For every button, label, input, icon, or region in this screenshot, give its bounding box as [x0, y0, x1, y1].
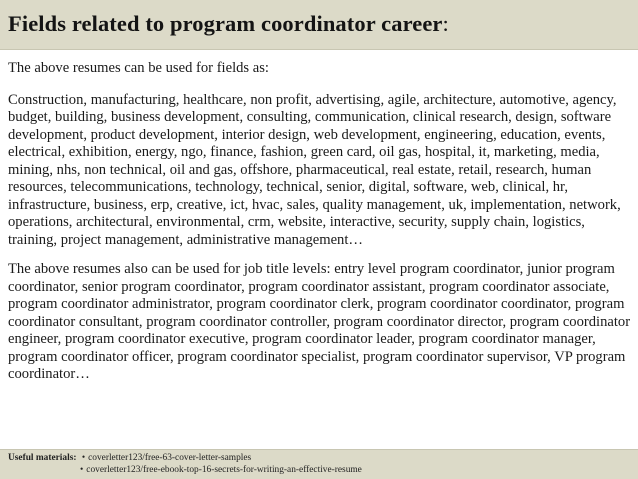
- useful-materials-label: Useful materials:: [8, 453, 77, 463]
- footer-link-resume-ebook[interactable]: coverletter123/free-ebook-top-16-secrets-for-writing-an-effective-resume: [86, 465, 362, 475]
- page-title-text: Fields related to program coordinator career: [8, 11, 443, 36]
- footer-link-cover-letter-samples[interactable]: coverletter123/free-63-cover-letter-samples: [88, 453, 252, 463]
- bullet-icon: •: [80, 465, 84, 475]
- page-title: [8, 11, 449, 37]
- footer-row-1: [8, 453, 251, 465]
- job-levels-paragraph: The above resumes also can be used for job title levels: entry level program coordinator, junior program coordinator, senior program coordinator, program coordinator assistant, program coordinator associate, program coordinator administrator, program coordinator clerk, program coordinator coordinator, program coordinator consultant, program coordinator controller, program coordinator director, program coordinator engineer, program coordinator executive, program coordinator leader, program coordinator manager, program coordinator officer, program coordinator specialist, program coordinator supervisor, VP program coordinator…: [8, 261, 631, 382]
- title-bar: [0, 0, 638, 50]
- footer-row-2: [77, 465, 362, 477]
- page-title-colon: :: [442, 11, 449, 36]
- footer-bar: [0, 449, 638, 479]
- fields-paragraph: Construction, manufacturing, healthcare, non profit, advertising, agile, architecture, automotive, agency, budget, building, business development, consulting, communication, clinical research, design, software development, product development, interior design, web development, engineering, education, events, electrical, exhibition, energy, ngo, finance, fashion, green card, oil gas, hospital, it, marketing, media, mining, nhs, non technical, oil and gas, offshore, pharmaceutical, real estate, retail, research, human resources, telecommunications, technology, technical, senior, digital, software, web, clinical, hr, infrastructure, business, erp, creative, ict, hvac, sales, quality management, uk, implementation, network, operations, architectural, environmental, crm, website, interactive, security, supply chain, logistics, training, project management, administrative management…: [8, 91, 621, 248]
- content-body: [8, 60, 632, 396]
- bullet-icon: •: [81, 453, 86, 463]
- intro-paragraph: The above resumes can be used for fields as:: [8, 60, 269, 76]
